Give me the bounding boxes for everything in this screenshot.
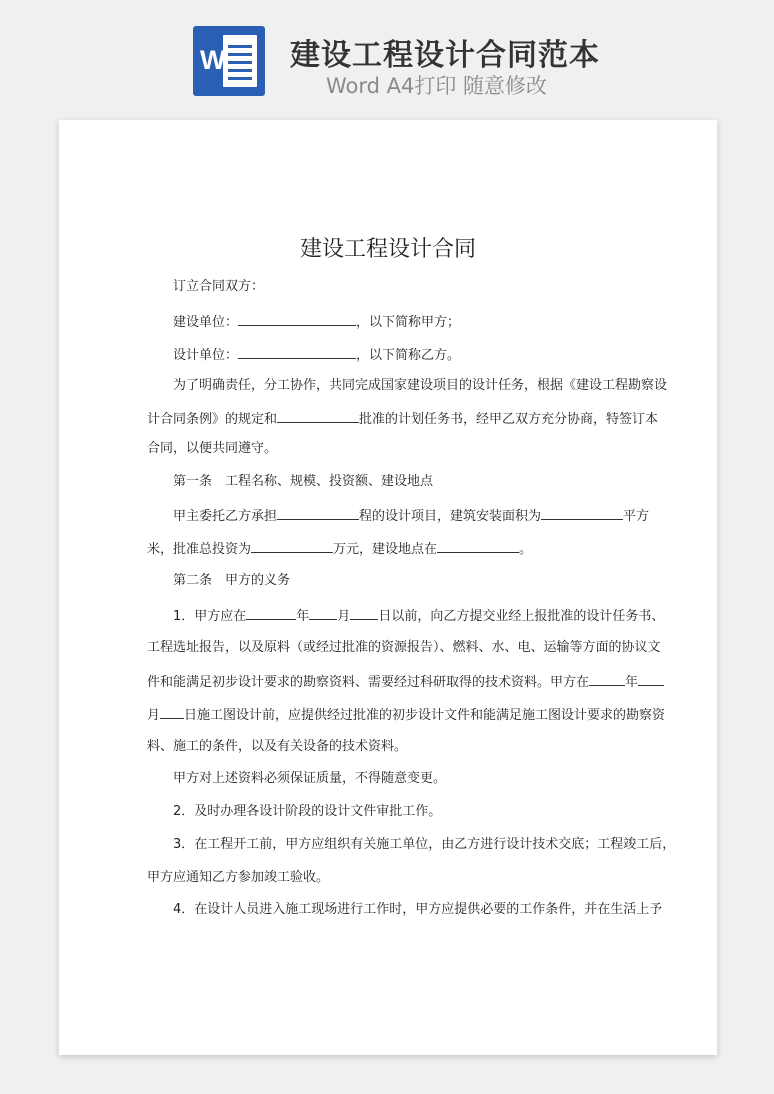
header-title: 建设工程设计合同范本 — [290, 38, 600, 73]
line-text: 料、施工的条件，以及有关设备的技术资料。 — [147, 739, 408, 754]
line-text: 甲方对上述资料必须保证质量，不得随意变更。 — [173, 771, 447, 786]
blank-field — [238, 344, 356, 359]
blank-field — [638, 671, 664, 686]
blank-field — [277, 505, 359, 520]
line-text: 批准的计划任务书，经甲乙双方充分协商，特签订本 — [359, 412, 659, 427]
line-text: 3．在工程开工前，甲方应组织有关施工单位，由乙方进行设计技术交底；工程竣工后， — [173, 837, 676, 852]
document-line — [173, 835, 676, 855]
line-text: 为了明确责任，分工协作，共同完成国家建设项目的设计任务，根据《建设工程勘察设 — [173, 378, 668, 393]
line-text: 甲主委托乙方承担 — [173, 509, 278, 524]
document-line — [173, 769, 637, 789]
line-text: 甲方应通知乙方参加竣工验收。 — [147, 870, 330, 885]
blank-field — [238, 311, 356, 326]
line-text: 月 — [147, 708, 161, 723]
document-line — [173, 376, 668, 396]
line-text: 1．甲方应在 — [173, 609, 247, 624]
blank-field — [277, 408, 359, 423]
document-line — [173, 900, 663, 920]
document-line — [173, 472, 637, 492]
line-text: 年 — [296, 609, 310, 624]
blank-field — [350, 605, 378, 620]
line-text: 计合同条例》的规定和 — [147, 412, 278, 427]
document-line — [173, 505, 650, 525]
line-text: 程的设计项目，建筑安装面积为 — [359, 509, 542, 524]
line-text: 月 — [337, 609, 351, 624]
document-page — [59, 120, 717, 1055]
line-text: 第二条 甲方的义务 — [173, 573, 291, 588]
document-title: 建设工程设计合同 — [299, 237, 476, 262]
document-line — [173, 344, 637, 364]
line-text: 2．及时办理各设计阶段的设计文件审批工作。 — [173, 804, 442, 819]
line-text: 平方 — [623, 509, 650, 524]
line-text: 日以前，向乙方提交业经上报批准的设计任务书、 — [378, 609, 665, 624]
line-text: 建设单位： — [173, 315, 239, 330]
document-line — [147, 737, 637, 757]
line-text: 工程选址报告，以及原料（或经过批准的资源报告）、燃料、水、电、运输等方面的协议文 — [147, 640, 661, 655]
line-text: 设计单位： — [173, 348, 239, 363]
blank-field — [309, 605, 337, 620]
document-line — [147, 538, 637, 558]
line-text: ，以下简称甲方； — [356, 315, 461, 330]
line-text: ，以下简称乙方。 — [356, 348, 461, 363]
blank-field — [541, 505, 623, 520]
document-line — [173, 802, 637, 822]
line-text: 万元，建设地点在 — [333, 542, 438, 557]
line-text: 件和能满足初步设计要求的勘察资料、需要经过科研取得的技术资料。甲方在 — [147, 675, 590, 690]
line-text: 。 — [519, 542, 533, 557]
blank-field — [251, 538, 333, 553]
line-text: 米，批准总投资为 — [147, 542, 252, 557]
line-text: 订立合同双方： — [173, 279, 265, 294]
line-text: 第一条 工程名称、规模、投资额、建设地点 — [173, 474, 434, 489]
document-line — [147, 704, 666, 724]
document-line — [173, 311, 637, 331]
word-icon-letter: W — [200, 45, 226, 75]
header — [0, 0, 774, 110]
line-text: 4．在设计人员进入施工现场进行工作时，甲方应提供必要的工作条件，并在生活上予 — [173, 902, 663, 917]
document-line — [147, 638, 661, 658]
blank-field — [437, 538, 519, 553]
document-line — [147, 868, 637, 888]
document-line — [147, 408, 659, 428]
document-line — [173, 571, 637, 591]
blank-field — [160, 704, 184, 719]
document-line — [147, 671, 637, 691]
watermark — [91, 461, 114, 484]
blank-field — [246, 605, 296, 620]
word-icon — [193, 26, 265, 96]
document-line — [147, 439, 637, 459]
header-subtitle: Word A4打印 随意修改 — [326, 74, 548, 98]
line-text: 合同，以便共同遵守。 — [147, 441, 278, 456]
line-text: 日施工图设计前，应提供经过批准的初步设计文件和能满足施工图设计要求的勘察资 — [184, 708, 666, 723]
blank-field — [589, 671, 625, 686]
line-text: 年 — [625, 675, 639, 690]
document-line — [173, 605, 665, 625]
document-line — [173, 277, 637, 297]
